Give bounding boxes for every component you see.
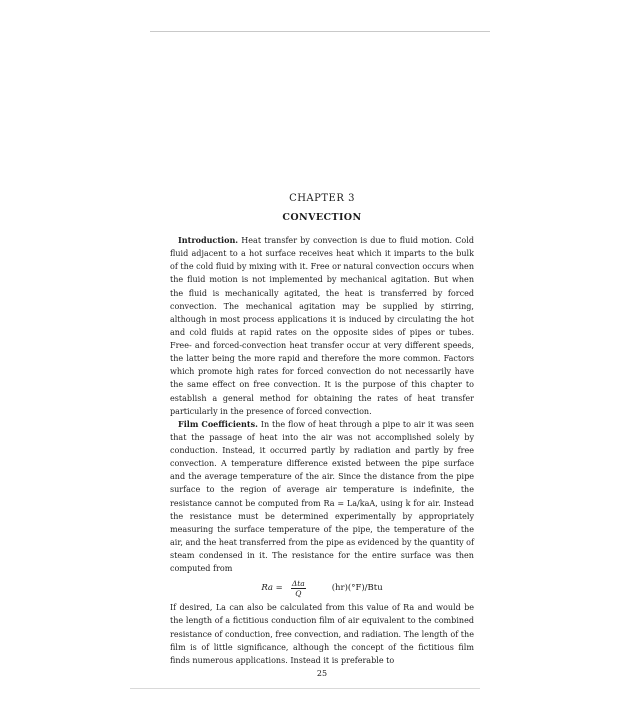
equation-units: (hr)(°F)/Btu: [331, 583, 383, 594]
page-number: 25: [316, 668, 328, 678]
film-coefficients-paragraph: [170, 418, 474, 576]
resistance-equation: [170, 575, 474, 601]
scan-edge-bottom: [130, 688, 480, 689]
introduction-paragraph: [170, 234, 474, 418]
film-coefficients-text: In the flow of heat through a pipe to air it was seen that the passage of heat into the air was not accomplished solely by conduction. Instead, it occurred partly by radiation and partly by free convection. A temperature difference existed between the pipe surface and the average temperature of the air. Since the distance from the pipe surface to the region of average air temperature is indefinite, the resistance cannot be computed from Ra = La/kaA, using k for air. Instead the resistance must be determined experimentally by appropriately measuring the surface temperature of the pipe, the temperature of the air, and the heat transferred from the pipe as evidenced by the quantity of steam condensed in it. The resistance for the entire surface was then computed from: [170, 419, 475, 574]
chapter-title: CONVECTION: [282, 212, 362, 223]
film-coefficients-heading: Film Coefficients.: [178, 418, 258, 429]
equation-lhs: Ra =: [261, 583, 283, 594]
equation-denominator: Q: [295, 588, 302, 598]
closing-paragraph: If desired, La can also be calculated from this value of Ra and would be the length of a fictitious conduction film of air equivalent to the combined resistance of conduction, free convection, and radiation. The length of the film is of little significance, although the concept of the fictitious film finds numerous applications. Instead it is preferable to: [170, 603, 474, 665]
chapter-label: CHAPTER 3: [289, 193, 355, 204]
scan-edge-top: [150, 31, 490, 32]
equation-numerator: Δta: [291, 578, 305, 588]
introduction-heading: Introduction.: [178, 235, 239, 245]
introduction-text: Heat transfer by convection is due to fluid motion. Cold fluid adjacent to a hot surface receives heat which it imparts to the bulk of the cold fluid by mixing with it. Free or natural convection occurs when the fluid motion is not implemented by mechanical agitation. But when the fluid is mechanically agitated, the heat is transferred by forced convection. The mechanical agitation may be supplied by stirring, although in most process applications it is induced by circulating the hot and cold fluids at rapid rates on the opposite sides of pipes or tubes. Free- and forced-convection heat transfer occur at very different speeds, the latter being the more rapid and therefore the more common. Factors which promote high rates for forced convection do not necessarily have the same effect on free convection. It is the purpose of this chapter to establish a general method for obtaining the rates of heat transfer particularly in the presence of forced convection.: [170, 236, 474, 416]
book-page: [170, 193, 474, 679]
equation-fraction: [291, 579, 306, 598]
